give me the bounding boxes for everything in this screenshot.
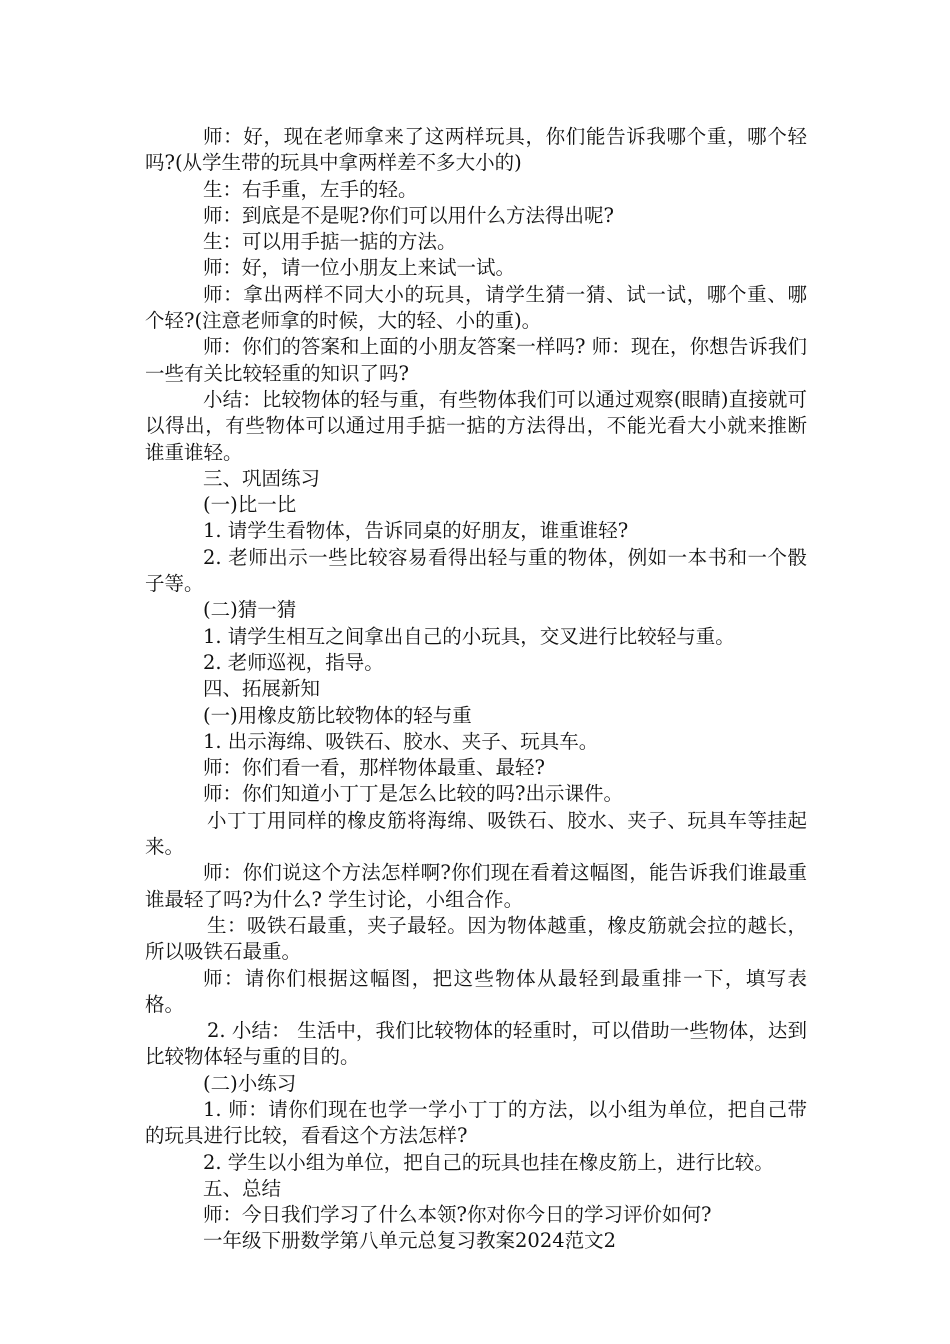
list-item: 2. 小结： 生活中，我们比较物体的轻重时，可以借助一些物体，达到比较物体轻与重的目的。 [145, 1019, 807, 1069]
paragraph: 生：吸铁石最重，夹子最轻。因为物体越重，橡皮筋就会拉的越长，所以吸铁石最重。 [145, 913, 807, 964]
paragraph-2: 生：右手重，左手的轻。 [203, 177, 418, 201]
list-item: 1. 出示海绵、吸铁石、胶水、夹子、玩具车。 [203, 729, 599, 753]
paragraph: 师：你们看一看，那样物体最重、最轻? [203, 756, 545, 780]
subsection-heading: (二)小练习 [203, 1071, 297, 1095]
list-item: 2. 老师巡视，指导。 [203, 650, 384, 674]
paragraph: 师：你们知道小丁丁是怎么比较的吗?出示课件。 [203, 782, 623, 806]
list-item: 1. 请学生看物体，告诉同桌的好朋友，谁重谁轻? [203, 519, 629, 543]
paragraph-3: 师：到底是不是呢?你们可以用什么方法得出呢? [203, 203, 614, 227]
subsection-heading: (一)比一比 [203, 493, 297, 517]
list-item: 2. 学生以小组为单位，把自己的玩具也挂在橡皮筋上，进行比较。 [203, 1150, 774, 1174]
document-body [145, 124, 807, 1255]
subsection-heading: (一)用橡皮筋比较物体的轻与重 [203, 703, 472, 727]
paragraph: 师：请你们根据这幅图，把这些物体从最轻到最重排一下，填写表格。 [145, 966, 807, 1016]
paragraph-8-summary: 小结：比较物体的轻与重，有些物体我们可以通过观察(眼睛)直接就可以得出，有些物体可以通过用手掂一掂的方法得出，不能光看大小就来推断谁重谁轻。 [145, 387, 807, 464]
paragraph: 师：今日我们学习了什么本领?你对你今日的学习评价如何? [203, 1203, 712, 1227]
paragraph-6: 师：拿出两样不同大小的玩具，请学生猜一猜、试一试，哪个重、哪个轻?(注意老师拿的时候，大的轻、小的重)。 [145, 282, 807, 333]
document-title-line: 一年级下册数学第八单元总复习教案2024范文2 [203, 1229, 617, 1253]
list-item: 2. 老师出示一些比较容易看得出轻与重的物体，例如一本书和一个骰子等。 [145, 545, 807, 596]
subsection-heading: (二)猜一猜 [203, 598, 297, 622]
paragraph-1: 师：好，现在老师拿来了这两样玩具，你们能告诉我哪个重，哪个轻吗?(从学生带的玩具中拿两样差不多大小的) [145, 125, 807, 175]
section-heading-5: 五、总结 [203, 1176, 282, 1200]
section-heading-4: 四、拓展新知 [203, 677, 321, 701]
section-heading-3: 三、巩固练习 [203, 466, 321, 490]
paragraph-7: 师：你们的答案和上面的小朋友答案一样吗? 师：现在，你想告诉我们一些有关比较轻重的知识了吗? [145, 335, 807, 385]
paragraph-5: 师：好，请一位小朋友上来试一试。 [203, 256, 516, 280]
paragraph: 小丁丁用同样的橡皮筋将海绵、吸铁石、胶水、夹子、玩具车等挂起来。 [145, 808, 807, 859]
list-item: 1. 师：请你们现在也学一学小丁丁的方法，以小组为单位，把自己带的玩具进行比较，看看这个方法怎样? [145, 1097, 807, 1148]
paragraph-4: 生：可以用手掂一掂的方法。 [203, 230, 457, 254]
list-item: 1. 请学生相互之间拿出自己的小玩具，交叉进行比较轻与重。 [203, 624, 735, 648]
paragraph: 师：你们说这个方法怎样啊?你们现在看着这幅图，能告诉我们谁最重谁最轻了吗?为什么? 学生讨论，小组合作。 [145, 861, 807, 911]
